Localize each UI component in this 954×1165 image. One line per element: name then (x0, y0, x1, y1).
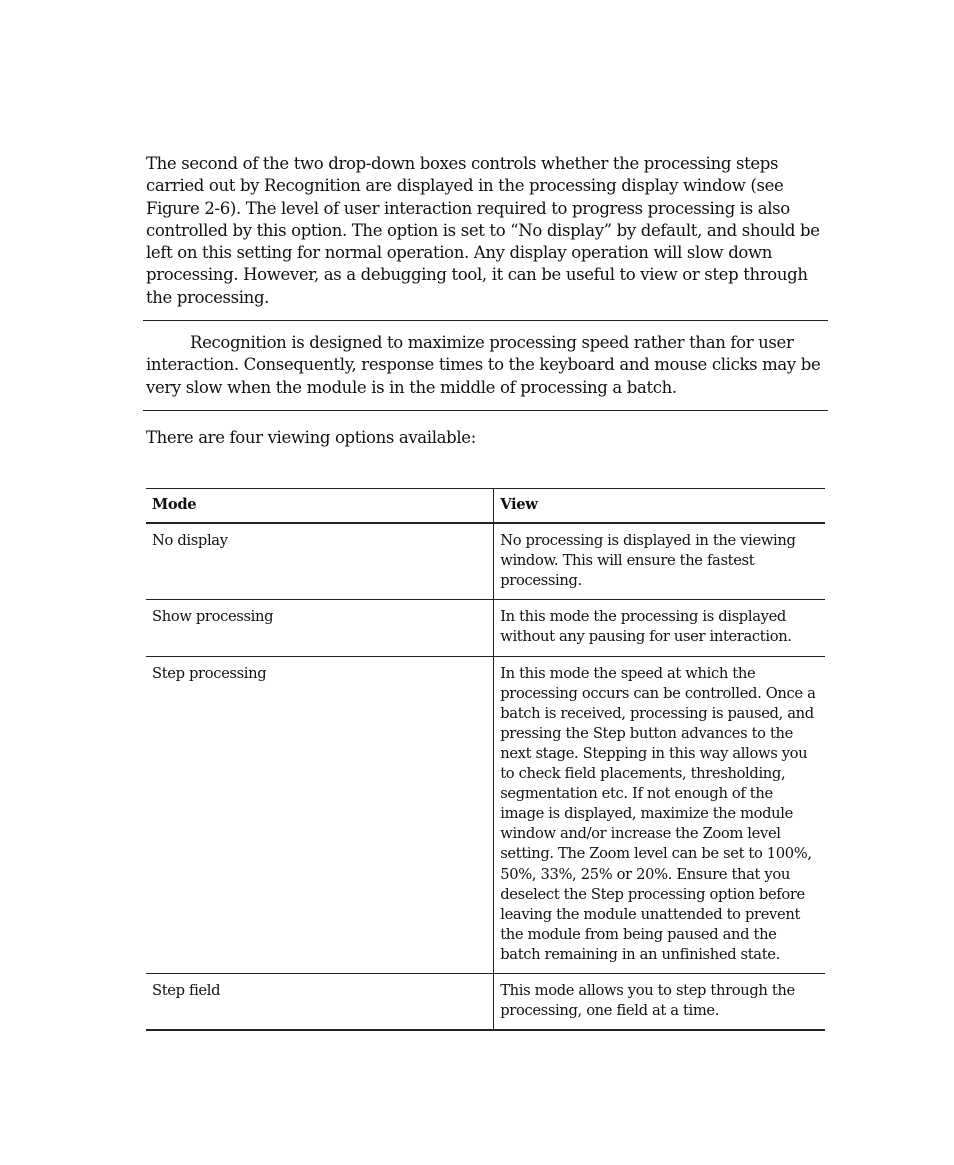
view-cell: This mode allows you to step through the processing, one field at a time. (494, 973, 825, 1030)
mode-cell: No display (146, 523, 494, 600)
view-cell: In this mode the speed at which the processing occurs can be controlled. Once a batch is received, processing is paused, and pressing the Step button advances to the next stage. Stepping in this way allows you to check field placements, thresholding, segmentation etc. If not enough of the image is displayed, maximize the module window and/or increase the Zoom level setting. The Zoom level can be set to 100%, 50%, 33%, 25% or 20%. Ensure that you deselect the Step processing option before leaving the module unattended to prevent the module from being paused and the batch remaining in an unfinished state. (494, 656, 825, 973)
note-paragraph: Recognition is designed to maximize processing speed rather than for user interaction. Consequently, response times to the keyboard and mouse clicks may be very slow when the module is in the middle of processing a batch. (146, 333, 821, 397)
view-column-header: View (494, 489, 825, 524)
note-top-rule (143, 320, 828, 321)
options-intro-paragraph: There are four viewing options available: (146, 428, 476, 447)
intro-paragraph: The second of the two drop-down boxes controls whether the processing steps carried out by Recognition are displayed in the processing display window (see Figure 2-6). The level of user interaction required to progress processing is also controlled by this option. The option is set to “No display” by default, and should be left on this setting for normal operation. Any display operation will slow down processing. However, as a debugging tool, it can be useful to view or step through the processing. (146, 154, 820, 307)
view-cell: In this mode the processing is displayed without any pausing for user interaction. (494, 600, 825, 656)
mode-column-header: Mode (146, 489, 494, 524)
mode-cell: Step field (146, 973, 494, 1030)
mode-cell: Show processing (146, 600, 494, 656)
viewing-options-table (146, 488, 825, 1031)
table-row (146, 523, 825, 600)
note-bottom-rule (143, 410, 828, 411)
mode-cell: Step processing (146, 656, 494, 973)
table-header-row (146, 489, 825, 524)
table-row (146, 973, 825, 1030)
table-row (146, 600, 825, 656)
table-row (146, 656, 825, 973)
view-cell: No processing is displayed in the viewing window. This will ensure the fastest processing. (494, 523, 825, 600)
